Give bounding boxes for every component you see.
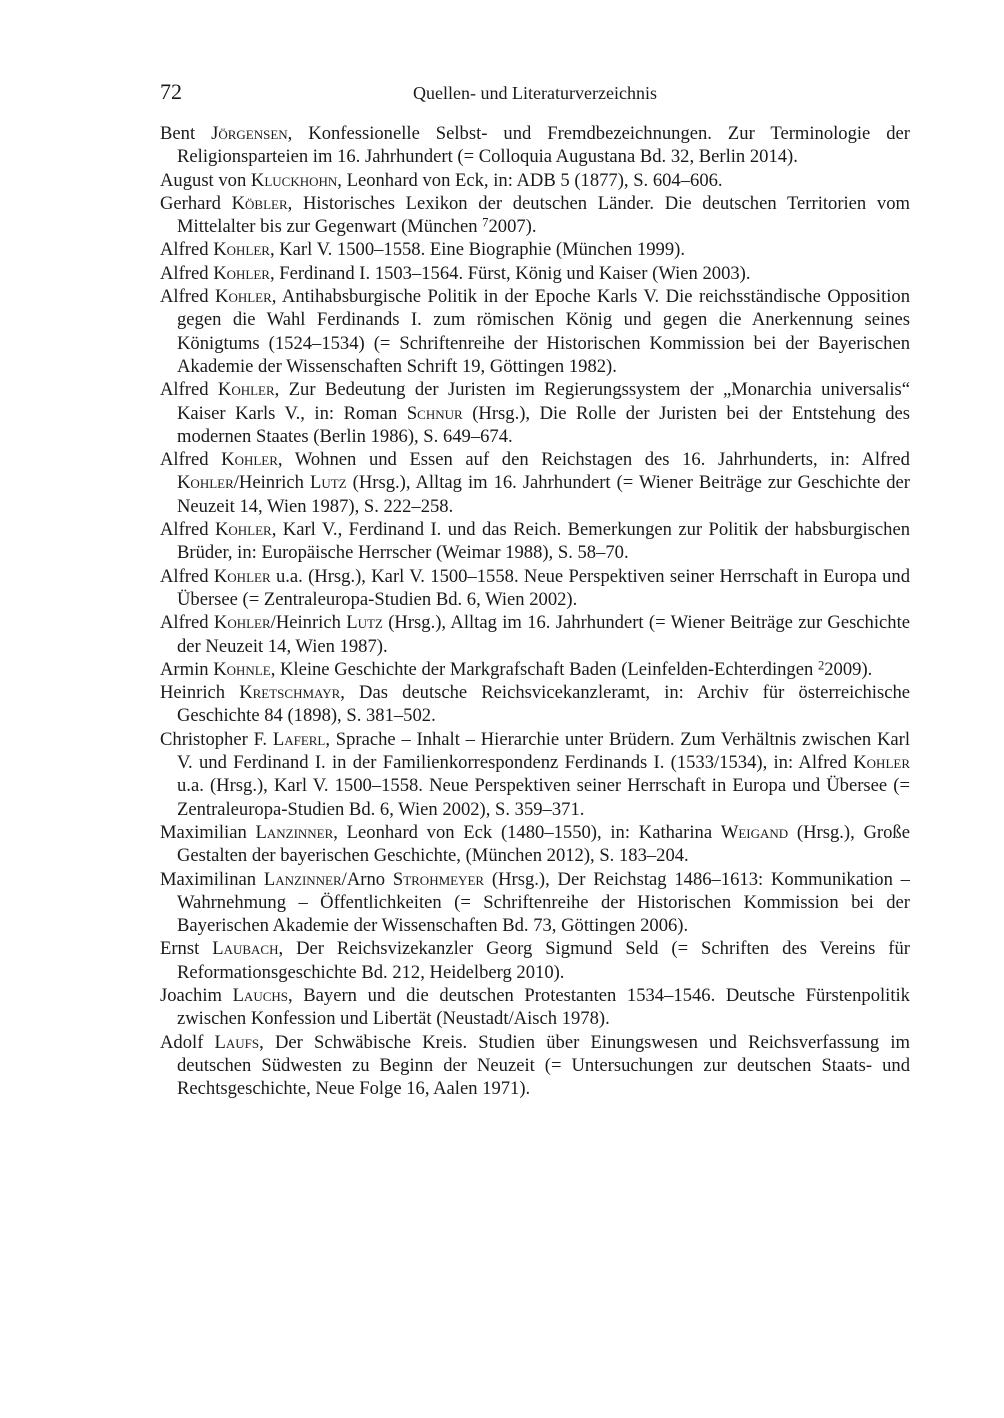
editor-surname: Lutz	[310, 472, 347, 494]
edition-superscript: 7	[482, 215, 489, 230]
author-surname: Jörgensen	[211, 123, 288, 144]
author-surname: Kohler	[213, 239, 270, 261]
author-surname: Lanzinner	[263, 868, 342, 890]
author-surname: Kohler	[213, 612, 271, 634]
author-surname: Lutz	[346, 612, 383, 634]
bibliography-entry: Alfred Kohler u.a. (Hrsg.), Karl V. 1500–1558. Neue Perspektiven seiner Herrschaft in Europa und Übersee (= Zentraleuropa-Studien Bd. 6, Wien 2002).	[160, 565, 911, 610]
page-number: 72	[160, 79, 182, 104]
bibliography-entry: Maximilinan Lanzinner/Arno Strohmeyer (Hrsg.), Der Reichstag 1486–1613: Kommunikation – Wahrnehmung – Öffentlichkeiten (= Schriftenreihe der Historischen Kommission bei der Bayerischen Akademie der Wissenschaften Bd. 73, Göttingen 2006).	[160, 868, 910, 937]
bibliography-entry: Alfred Kohler, Karl V., Ferdinand I. und das Reich. Bemerkungen zur Politik der habsburgischen Brüder, in: Europäische Herrscher (Weimar 1988), S. 58–70.	[160, 519, 910, 564]
author-surname: Kohler	[221, 449, 278, 471]
bibliography-entry: Alfred Kohler, Karl V. 1500–1558. Eine Biographie (München 1999).	[160, 239, 685, 261]
bibliography-entry: Alfred Kohler, Ferdinand I. 1503–1564. Fürst, König und Kaiser (Wien 2003).	[160, 262, 751, 284]
bibliography-list	[160, 122, 910, 1100]
bibliography-entry: Alfred Kohler/Heinrich Lutz (Hrsg.), Alltag im 16. Jahrhundert (= Wiener Beiträge zur Geschichte der Neuzeit 14, Wien 1987).	[160, 612, 910, 657]
author-surname: Laubach	[212, 938, 279, 960]
bibliography-entry: Adolf Laufs, Der Schwäbische Kreis. Studien über Einungswesen und Reichsverfassung im deutschen Südwesten zu Beginn der Neuzeit (= Untersuchungen zur deutschen Staats- und Rechtsgeschichte, Neue Folge 16, Aalen 1971).	[160, 1031, 911, 1100]
editor-surname: Weigand	[720, 821, 789, 843]
bibliography-entry: Joachim Lauchs, Bayern und die deutschen Protestanten 1534–1546. Deutsche Fürstenpolitik zwischen Konfession und Libertät (Neustadt/Aisch 1978).	[160, 984, 910, 1030]
author-surname: Kohler	[213, 262, 270, 284]
bibliography-entry: Alfred Kohler, Zur Bedeutung der Juristen im Regierungssystem der „Monarchia universalis“ Kaiser Karls V., in: Roman Schnur (Hrsg.), Die Rolle der Juristen bei der Entstehung des modernen Staates (Berlin 1986), S. 649–674.	[160, 379, 910, 447]
bibliography-entry: Maximilian Lanzinner, Leonhard von Eck (1480–1550), in: Katharina Weigand (Hrsg.), Große Gestalten der bayerischen Geschichte, (München 2012), S. 183–204.	[160, 821, 910, 867]
edition-superscript: 2	[817, 658, 825, 673]
bibliography-entry: Christopher F. Laferl, Sprache – Inhalt – Hierarchie unter Brüdern. Zum Verhältnis zwischen Karl V. und Ferdinand I. in der Familienkorrespondenz Ferdinands I. (1533/1534), in: Alfred Kohler u.a. (Hrsg.), Karl V. 1500–1558. Neue Perspektiven seiner Herrschaft in Europa und Übersee (= Zentraleuropa-Studien Bd. 6, Wien 2002), S. 359–371.	[160, 728, 910, 820]
bibliography-entry: Armin Kohnle, Kleine Geschichte der Markgrafschaft Baden (Leinfelden-Echterdingen $^2$2009).	[160, 658, 873, 680]
author-surname: Strohmeyer	[392, 868, 485, 890]
author-surname: Kohler	[215, 286, 272, 308]
editor-surname: Kohler	[853, 752, 910, 774]
running-head: Quellen- und Literaturverzeichnis	[413, 83, 657, 103]
editor-surname: Schnur	[406, 402, 463, 424]
editor-surname: Kohler	[177, 472, 234, 494]
bibliography-entry: Ernst Laubach, Der Reichsvizekanzler Georg Sigmund Seld (= Schriften des Vereins für Reformationsgeschichte Bd. 212, Heidelberg 2010).	[160, 938, 910, 983]
author-surname: Kohnle	[213, 658, 271, 680]
bibliography-entry: Heinrich Kretschmayr, Das deutsche Reichsvicekanzleramt, in: Archiv für österreichische Geschichte 84 (1898), S. 381–502.	[160, 682, 910, 727]
author-surname: Lauchs	[232, 984, 289, 1006]
bibliography-entry: Alfred Kohler, Antihabsburgische Politik in der Epoche Karls V. Die reichsständische Opposition gegen die Wahl Ferdinands I. zum römischen König und gegen die Anerkennung seines Königtums (1524–1534) (= Schriftenreihe der Historischen Kommission bei der Bayerischen Akademie der Wissenschaften Schrift 19, Göttingen 1982).	[160, 286, 910, 377]
bibliography-entry: Alfred Kohler, Wohnen und Essen auf den Reichstagen des 16. Jahrhunderts, in: Alfred Kohler/Heinrich Lutz (Hrsg.), Alltag im 16. Jahrhundert (= Wiener Beiträge zur Geschichte der Neuzeit 14, Wien 1987), S. 222–258.	[160, 449, 910, 517]
author-surname: Kohler	[217, 379, 275, 401]
bibliography-entry: Gerhard Köbler, Historisches Lexikon der deutschen Länder. Die deutschen Territorien vom Mittelalter bis zur Gegenwart (München $^7$2007).	[160, 192, 910, 238]
author-surname: Kluckhohn	[250, 169, 338, 191]
author-surname: Lanzinner	[255, 821, 334, 843]
author-surname: Laferl	[272, 728, 326, 750]
author-surname: Laufs	[214, 1031, 260, 1053]
author-surname: Kohler	[213, 565, 271, 587]
author-surname: Köbler	[231, 192, 288, 214]
bibliography-entry: Bent Jörgensen, Konfessionelle Selbst- und Fremdbezeichnungen. Zur Terminologie der Religionsparteien im 16. Jahrhundert (= Colloquia Augustana Bd. 32, Berlin 2014).	[160, 123, 910, 168]
author-surname: Kretschmayr	[239, 682, 341, 704]
bibliography-entry: August von Kluckhohn, Leonhard von Eck, in: ADB 5 (1877), S. 604–606.	[160, 169, 723, 191]
author-surname: Kohler	[214, 519, 272, 541]
